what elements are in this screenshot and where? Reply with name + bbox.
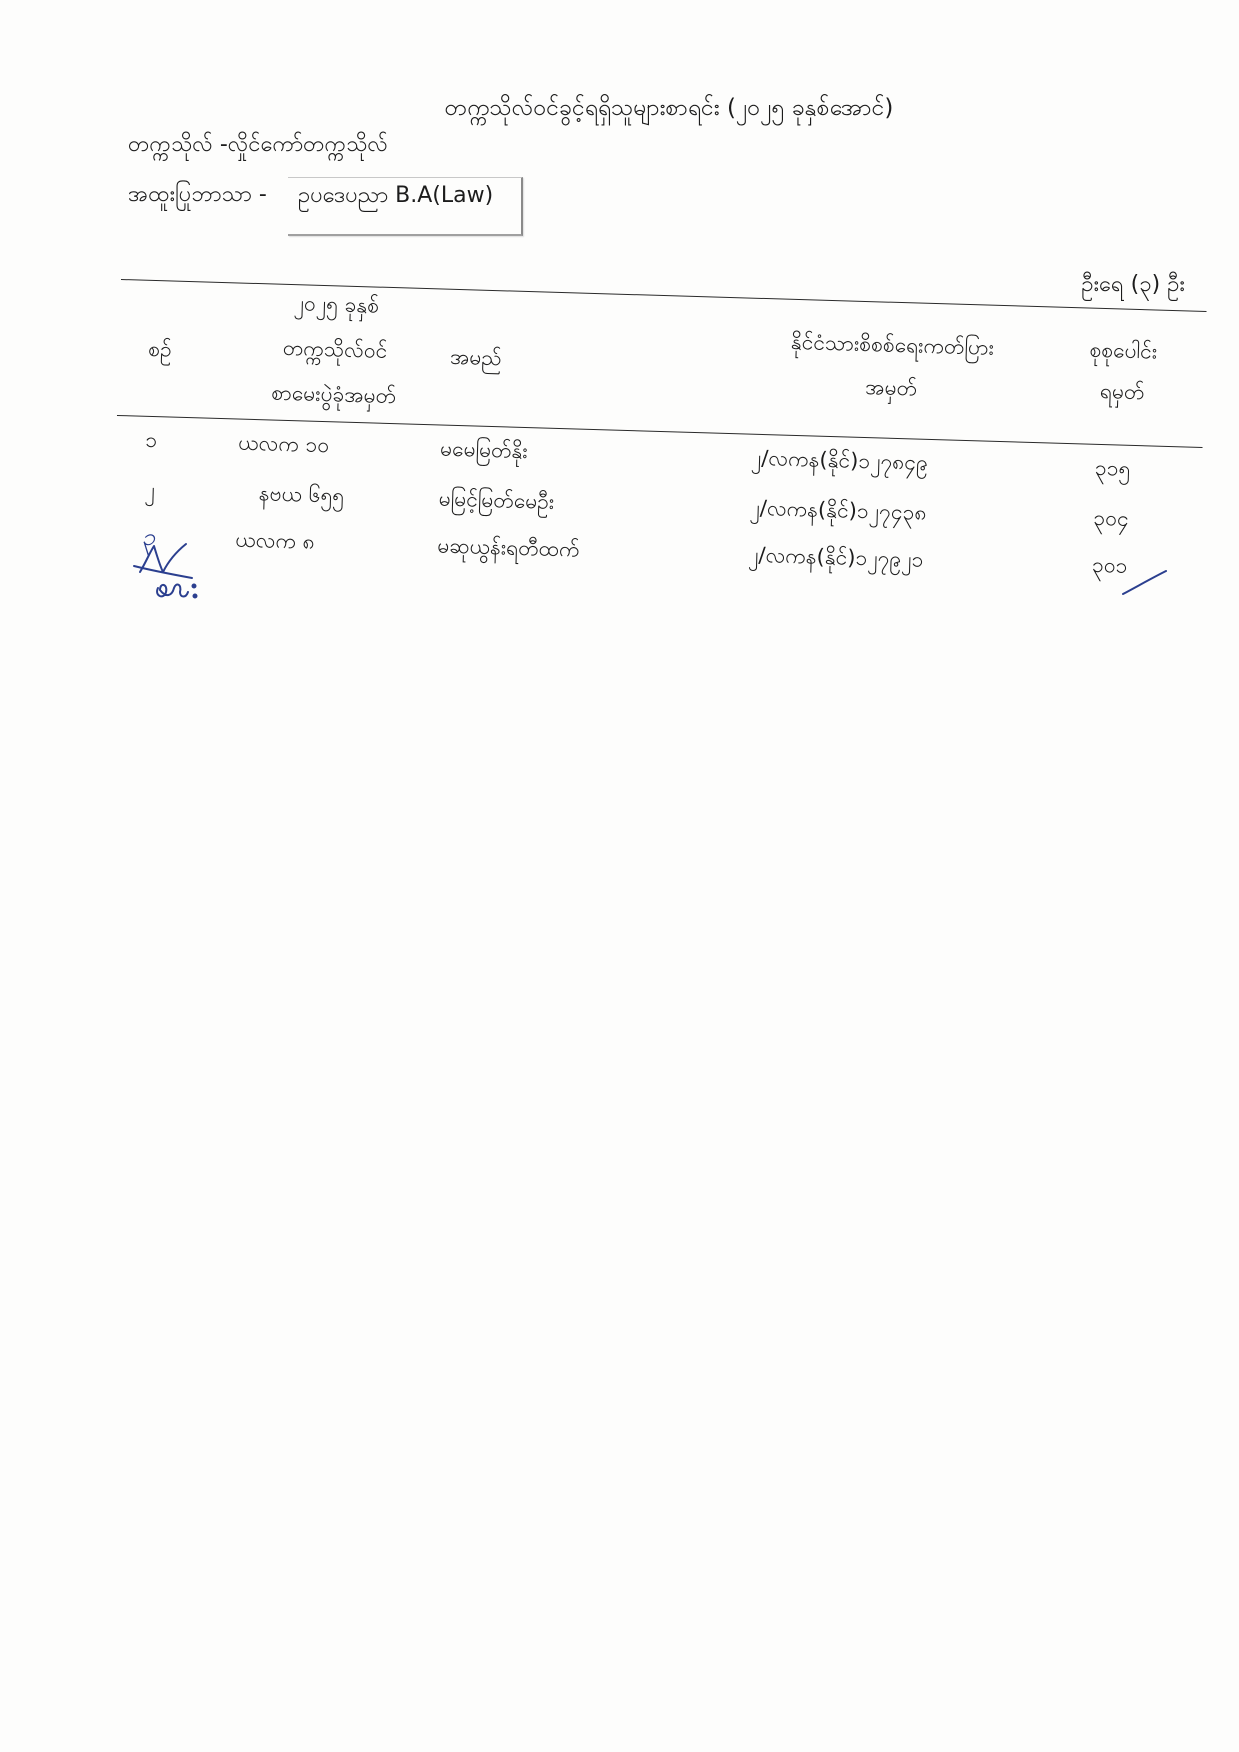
university-name: လှိုင်ကော်တက္ကသိုလ် <box>227 132 388 157</box>
column-header-nrc-line-2: အမှတ် <box>864 375 918 401</box>
column-header-nrc-line-1: နိုင်ငံသားစိစစ်ရေးကတ်ပြား <box>790 329 995 360</box>
university-line <box>128 131 388 159</box>
column-header-score-line-1: စုစုပေါင်း <box>1089 337 1158 364</box>
exam-seat-number: ယလက ၈ <box>235 527 315 554</box>
column-header-name: အမည် <box>449 344 502 371</box>
column-header-exam-line-2: တက္ကသိုလ်ဝင် <box>282 335 388 363</box>
results-table <box>112 279 1206 611</box>
column-header-score <box>1062 329 1184 415</box>
nrc-number: ၂/လကန(နိုင်)၁၂၇၄၃၈ <box>749 495 927 525</box>
major-name: ဥပဒေပညာ B.A(Law) <box>298 183 494 208</box>
signature-stroke <box>157 585 188 597</box>
row-number-handwritten: ၃ <box>141 522 156 552</box>
university-label: တက္ကသိုလ် - <box>128 132 228 157</box>
table-row <box>116 426 1202 484</box>
student-name: မမေမြတ်နိုး <box>439 436 529 464</box>
document-title: တက္ကသိုလ်ဝင်ခွင့်ရရှိသူများစာရင်း (၂၀၂၅ ခုနှစ်အောင်) <box>444 95 894 121</box>
row-number: ၁ <box>145 427 158 453</box>
student-name: မဆုယွန်းရတီထက် <box>436 533 580 562</box>
total-score: ၃၀၄ <box>1093 505 1130 531</box>
exam-seat-number: ယလက ၁၀ <box>237 430 330 458</box>
row-number: ၂ <box>144 477 156 503</box>
column-header-no: စဉ် <box>147 336 173 362</box>
major-box <box>288 177 523 236</box>
nrc-number: ၂/လကန(နိုင်)၁၂၇၉၂၁ <box>747 542 924 572</box>
column-header-exam-line-1: ၂၀၂၅ ခုနှစ် <box>293 291 380 318</box>
column-header-score-line-2: ရမှတ် <box>1099 378 1145 405</box>
total-count: ဦးရေ (၃) ဦး <box>1081 272 1185 297</box>
total-score: ၃၁၅ <box>1094 455 1131 481</box>
nrc-number: ၂/လကန(နိုင်)၁၂၇၈၄၉ <box>750 445 929 475</box>
total-score: ၃၀၁ <box>1091 552 1128 578</box>
column-header-exam-number <box>233 279 437 420</box>
column-header-exam-line-3: စာမေးပွဲခုံအမှတ် <box>271 380 397 409</box>
table-row <box>114 476 1200 534</box>
student-name: မမြင့်မြတ်မေဦး <box>438 486 555 514</box>
exam-seat-number: နဗယ ၆၅၅ <box>258 481 345 508</box>
signature-dot <box>193 585 196 588</box>
table-row <box>113 523 1199 581</box>
signature-dot <box>194 595 197 598</box>
column-header-nrc <box>721 319 1063 415</box>
major-label: အထူးပြုဘာသာ - <box>128 182 267 207</box>
